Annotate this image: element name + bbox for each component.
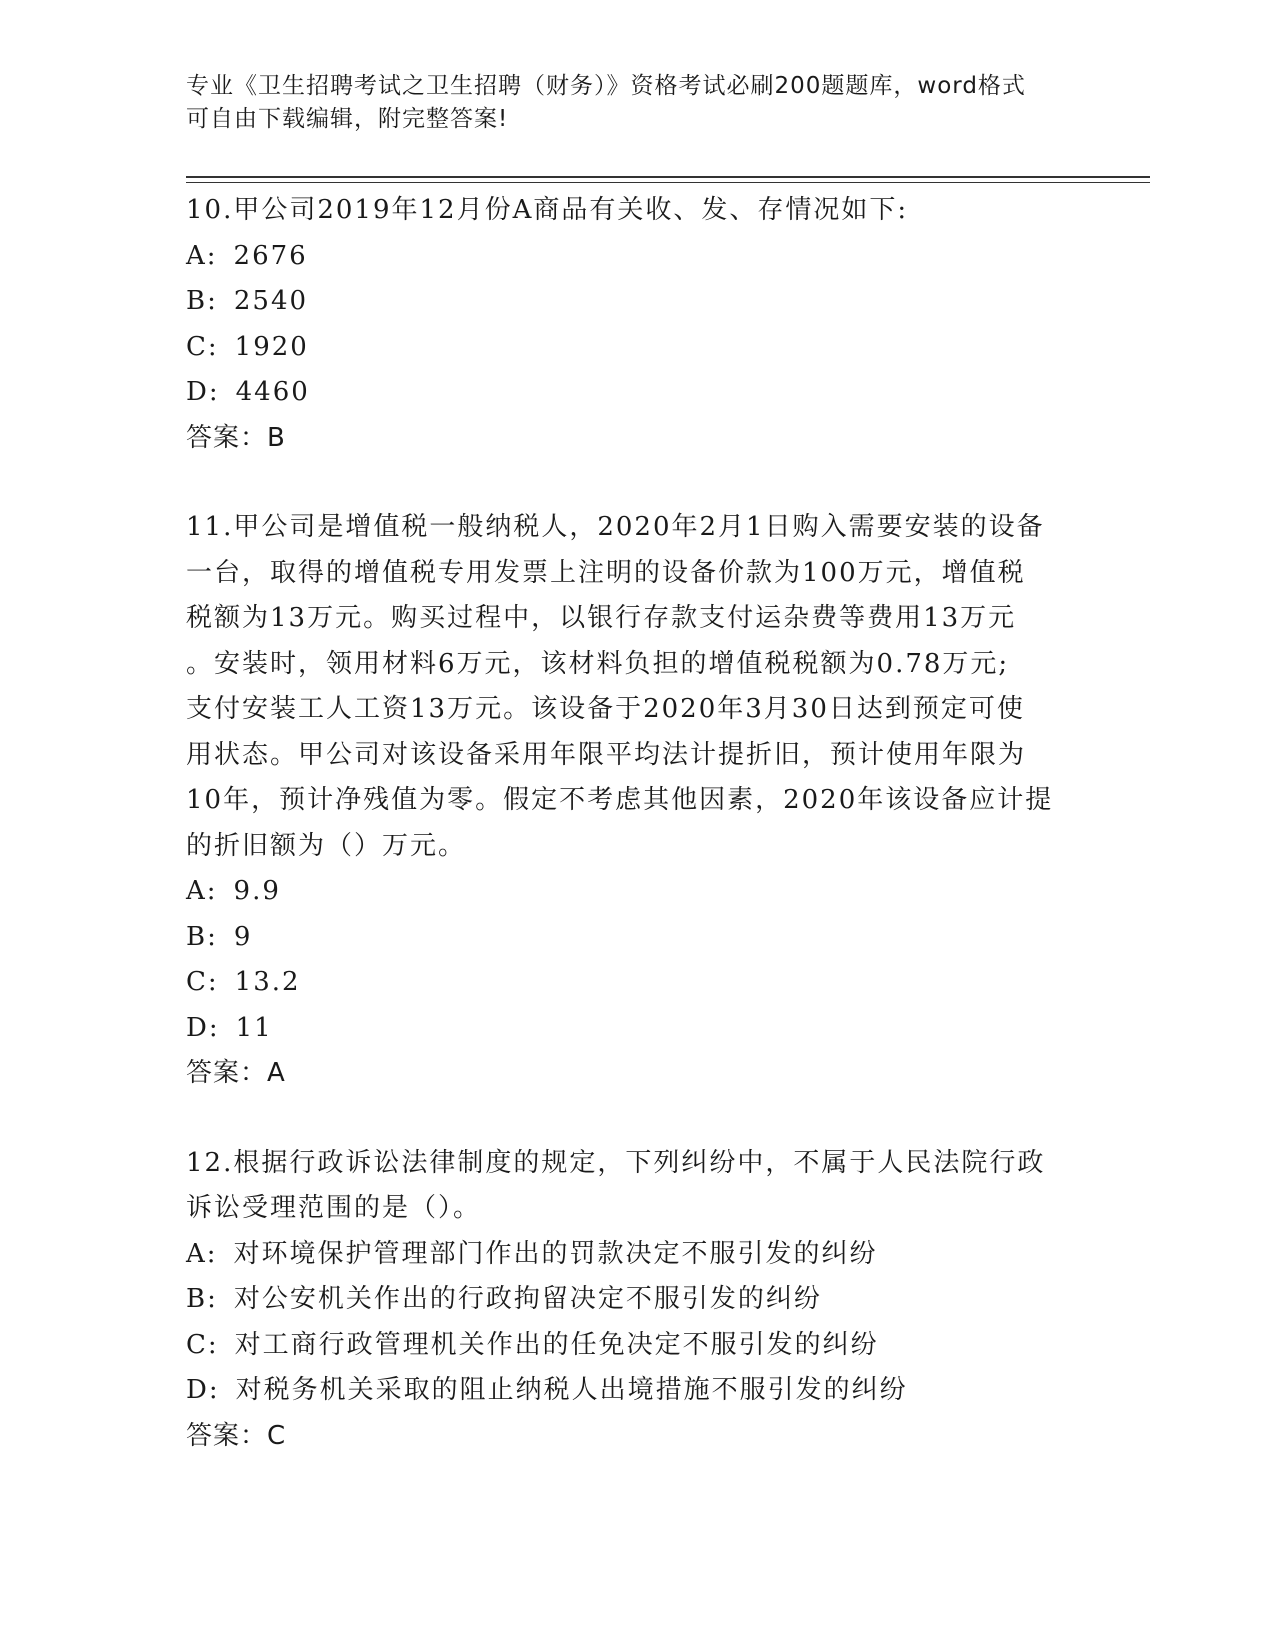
answer-line: 答案：A	[186, 1058, 286, 1088]
option-text: 9	[233, 921, 253, 952]
header-divider-thick	[186, 176, 1150, 178]
question-stem	[186, 1141, 1086, 1232]
option-text: 13.2	[234, 967, 301, 997]
option-b	[186, 915, 1086, 961]
option-letter: C:	[186, 331, 219, 362]
option-text: 对税务机关采取的阻止纳税人出境措施不服引发的纠纷	[235, 1375, 908, 1405]
option-d	[186, 1006, 1086, 1052]
option-b	[186, 1277, 1086, 1323]
option-text: 对公安机关作出的行政拘留决定不服引发的纠纷	[233, 1284, 822, 1314]
stem-line: 10年，预计净残值为零。假定不考虑其他因素，2020年该设备应计提	[186, 785, 1054, 815]
option-text: 11	[235, 1012, 273, 1043]
question-12	[186, 1141, 1086, 1460]
stem-line: 。安装时，领用材料6万元，该材料负担的增值税税额为0.78万元;	[186, 648, 1010, 679]
document-header	[186, 70, 1066, 136]
option-text: 2540	[233, 286, 309, 316]
stem-line: 税额为13万元。购买过程中，以银行存款支付运杂费等费用13万元	[186, 603, 1017, 633]
option-letter: D:	[186, 1375, 220, 1405]
option-letter: B:	[186, 921, 218, 952]
option-text: 4460	[235, 377, 310, 407]
option-text: 1920	[234, 331, 309, 362]
stem-line: 用状态。甲公司对该设备采用年限平均法计提折旧，预计使用年限为	[186, 739, 1027, 770]
option-c	[186, 960, 1086, 1006]
stem-line: 的折旧额为（）万元。	[186, 830, 467, 861]
header-line-1: 专业《卫生招聘考试之卫生招聘（财务）》资格考试必刷200题题库，word格式	[186, 73, 1026, 99]
question-list	[186, 188, 1086, 1459]
question-11	[186, 505, 1086, 1097]
stem-line: 诉讼受理范围的是（）。	[186, 1193, 482, 1223]
header-line-2: 可自由下载编辑，附完整答案!	[186, 106, 509, 132]
option-a	[186, 1232, 1086, 1278]
option-letter: D:	[186, 1012, 220, 1043]
option-a	[186, 234, 1086, 280]
option-letter: A:	[186, 1238, 218, 1269]
option-text: 9.9	[233, 876, 281, 906]
option-letter: B:	[186, 286, 218, 316]
answer-line: 答案：B	[186, 422, 286, 453]
option-letter: D:	[186, 377, 220, 407]
question-stem	[186, 188, 1086, 234]
stem-line: 12.根据行政诉讼法律制度的规定，下列纠纷中，不属于人民法院行政	[186, 1147, 1046, 1178]
question-stem	[186, 505, 1086, 869]
stem-line: 一台，取得的增值税专用发票上注明的设备价款为100万元，增值税	[186, 557, 1026, 588]
stem-line: 支付安装工人工资13万元。该设备于2020年3月30日达到预定可使	[186, 694, 1025, 724]
option-letter: C:	[186, 967, 219, 997]
option-a	[186, 869, 1086, 915]
answer-line: 答案：C	[186, 1420, 287, 1451]
option-letter: A:	[186, 876, 218, 906]
option-letter: C:	[186, 1329, 219, 1360]
option-c	[186, 1323, 1086, 1369]
option-d	[186, 370, 1086, 416]
option-text: 对工商行政管理机关作出的任免决定不服引发的纠纷	[234, 1329, 879, 1360]
stem-line: 11.甲公司是增值税一般纳税人，2020年2月1日购入需要安装的设备	[186, 512, 1045, 542]
option-text: 2676	[233, 240, 308, 271]
header-divider-thin	[186, 182, 1150, 183]
option-c	[186, 325, 1086, 371]
option-text: 对环境保护管理部门作出的罚款决定不服引发的纠纷	[233, 1238, 878, 1269]
question-spacer	[186, 1097, 1086, 1141]
option-letter: A:	[186, 240, 218, 271]
option-d	[186, 1368, 1086, 1414]
option-letter: B:	[186, 1284, 218, 1314]
question-spacer	[186, 461, 1086, 505]
question-10	[186, 188, 1086, 461]
option-b	[186, 279, 1086, 325]
stem-line: 10.甲公司2019年12月份A商品有关收、发、存情况如下:	[186, 195, 909, 225]
